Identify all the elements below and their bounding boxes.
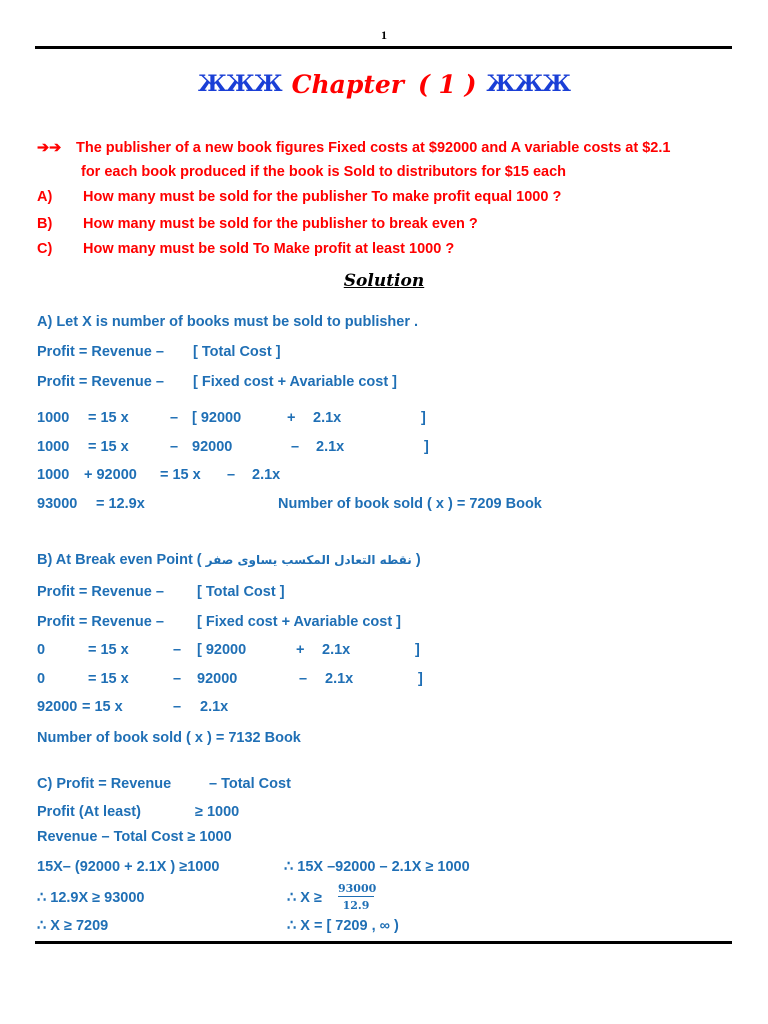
part-b-line4-c5: – xyxy=(299,671,308,687)
problem-line-1: The publisher of a new book figures Fixed costs at $92000 and A variable costs at $2.1 xyxy=(76,140,671,156)
part-b-line2-left: Profit = Revenue – xyxy=(37,614,164,630)
question-b-label: B) xyxy=(37,216,53,232)
question-a-text: How many must be sold for the publisher To make profit equal 1000 ? xyxy=(83,189,562,205)
part-a-line4-c4: 92000 xyxy=(192,439,233,455)
part-a-line3-c6: 2.1x xyxy=(313,410,342,426)
part-c-line4-left: 15X– (92000 + 2.1X ) ≥1000 xyxy=(37,859,220,875)
part-a-line3-c4: [ 92000 xyxy=(192,410,242,426)
part-c-line5-left: ∴ 12.9X ≥ 93000 xyxy=(37,890,145,906)
decoration-left: ЖЖЖ xyxy=(197,71,282,97)
part-b-line4-c3: – xyxy=(173,671,182,687)
part-b-line4-c2: = 15 x xyxy=(88,671,129,687)
part-b-line4-c4: 92000 xyxy=(197,671,238,687)
bottom-rule xyxy=(35,941,732,944)
part-c-line2-left: Profit (At least) xyxy=(37,804,141,820)
part-a-line3-c2: = 15 x xyxy=(88,410,129,426)
part-a-line3-c1: 1000 xyxy=(37,410,70,426)
part-b-line3-c5: + xyxy=(296,642,305,658)
part-a-line3-c7: ] xyxy=(421,410,426,426)
part-a-line3-c5: + xyxy=(287,410,296,426)
part-a-line5-c2: + 92000 xyxy=(84,467,137,483)
part-a-line4-c6: 2.1x xyxy=(316,439,345,455)
part-b-line5-c3: – xyxy=(173,699,182,715)
part-a-line5-c4: – xyxy=(227,467,236,483)
chapter-word: Chapter xyxy=(291,70,404,99)
part-b-line4-c6: 2.1x xyxy=(325,671,354,687)
part-c-line5-right: ∴ X ≥ xyxy=(287,890,322,906)
part-a-line4-c1: 1000 xyxy=(37,439,70,455)
part-c-line2-right: ≥ 1000 xyxy=(195,804,240,820)
fraction xyxy=(338,882,377,912)
part-a-line2-left: Profit = Revenue – xyxy=(37,374,164,390)
part-b-line3-c1: 0 xyxy=(37,642,46,658)
part-b-line3-c7: ] xyxy=(415,642,420,658)
part-c-line4-right: ∴ 15X –92000 – 2.1X ≥ 1000 xyxy=(284,859,470,875)
part-c-line3: Revenue – Total Cost ≥ 1000 xyxy=(37,829,232,845)
part-b-line3-c2: = 15 x xyxy=(88,642,129,658)
part-a-line1-left: Profit = Revenue – xyxy=(37,344,164,360)
question-a-label: A) xyxy=(37,189,53,205)
part-a-line4-c3: – xyxy=(170,439,179,455)
part-b-answer: Number of book sold ( x ) = 7132 Book xyxy=(37,730,301,746)
question-c-label: C) xyxy=(37,241,53,257)
problem-line-2: for each book produced if the book is Sold to distributors for $15 each xyxy=(81,164,567,180)
problem-arrows-icon: ➔➔ xyxy=(37,140,62,156)
part-a-line4-c7: ] xyxy=(424,439,429,455)
part-b-line5-c4: 2.1x xyxy=(200,699,229,715)
part-b-line1-right: [ Total Cost ] xyxy=(197,584,285,600)
part-a-line5-c3: = 15 x xyxy=(160,467,201,483)
part-a-answer: Number of book sold ( x ) = 7209 Book xyxy=(278,496,542,512)
fraction-denominator: 12.9 xyxy=(342,899,370,912)
part-b-heading xyxy=(37,552,421,568)
part-b-heading-close: ) xyxy=(415,552,421,568)
part-b-line5-c2: = 15 x xyxy=(82,699,123,715)
part-c-line1-right: – Total Cost xyxy=(209,776,291,792)
question-b-text: How many must be sold for the publisher to break even ? xyxy=(83,216,478,232)
part-c-line1-left: C) Profit = Revenue xyxy=(37,776,172,792)
part-b-line5-c1: 92000 xyxy=(37,699,78,715)
decoration-right: ЖЖЖ xyxy=(486,71,571,97)
part-c-line6-right: ∴ X = [ 7209 , ∞ ) xyxy=(287,918,399,934)
part-b-line3-c3: – xyxy=(173,642,182,658)
chapter-title xyxy=(0,70,768,99)
part-b-line4-c1: 0 xyxy=(37,671,46,687)
page-number: 1 xyxy=(381,28,387,42)
part-b-line4-c7: ] xyxy=(418,671,423,687)
part-a-line4-c2: = 15 x xyxy=(88,439,129,455)
part-a-line5-c1: 1000 xyxy=(37,467,70,483)
question-c-text: How many must be sold To Make profit at least 1000 ? xyxy=(83,241,455,257)
part-a-line6-left: 93000 xyxy=(37,496,78,512)
part-b-line2-right: [ Fixed cost + Avariable cost ] xyxy=(197,614,402,630)
chapter-number: ( 1 ) xyxy=(417,70,477,99)
part-a-line4-c5: – xyxy=(291,439,300,455)
part-a-line5-c5: 2.1x xyxy=(252,467,281,483)
part-b-arabic-note: نقطه التعادل المكسب يساوى صفر xyxy=(205,553,412,567)
top-rule xyxy=(35,46,732,49)
part-c-line6-left: ∴ X ≥ 7209 xyxy=(37,918,109,934)
part-a-line3-c3: – xyxy=(170,410,179,426)
solution-heading: Solution xyxy=(343,271,425,291)
fraction-numerator: 93000 xyxy=(338,882,377,895)
part-b-heading-text: B) At Break even Point ( xyxy=(37,552,202,568)
part-a-line6-mid: = 12.9x xyxy=(96,496,145,512)
part-b-line1-left: Profit = Revenue – xyxy=(37,584,164,600)
part-b-line3-c6: 2.1x xyxy=(322,642,351,658)
part-b-line3-c4: [ 92000 xyxy=(197,642,247,658)
part-a-line1-right: [ Total Cost ] xyxy=(193,344,281,360)
part-a-intro: A) Let X is number of books must be sold to publisher . xyxy=(37,314,419,330)
part-a-line2-right: [ Fixed cost + Avariable cost ] xyxy=(193,374,398,390)
